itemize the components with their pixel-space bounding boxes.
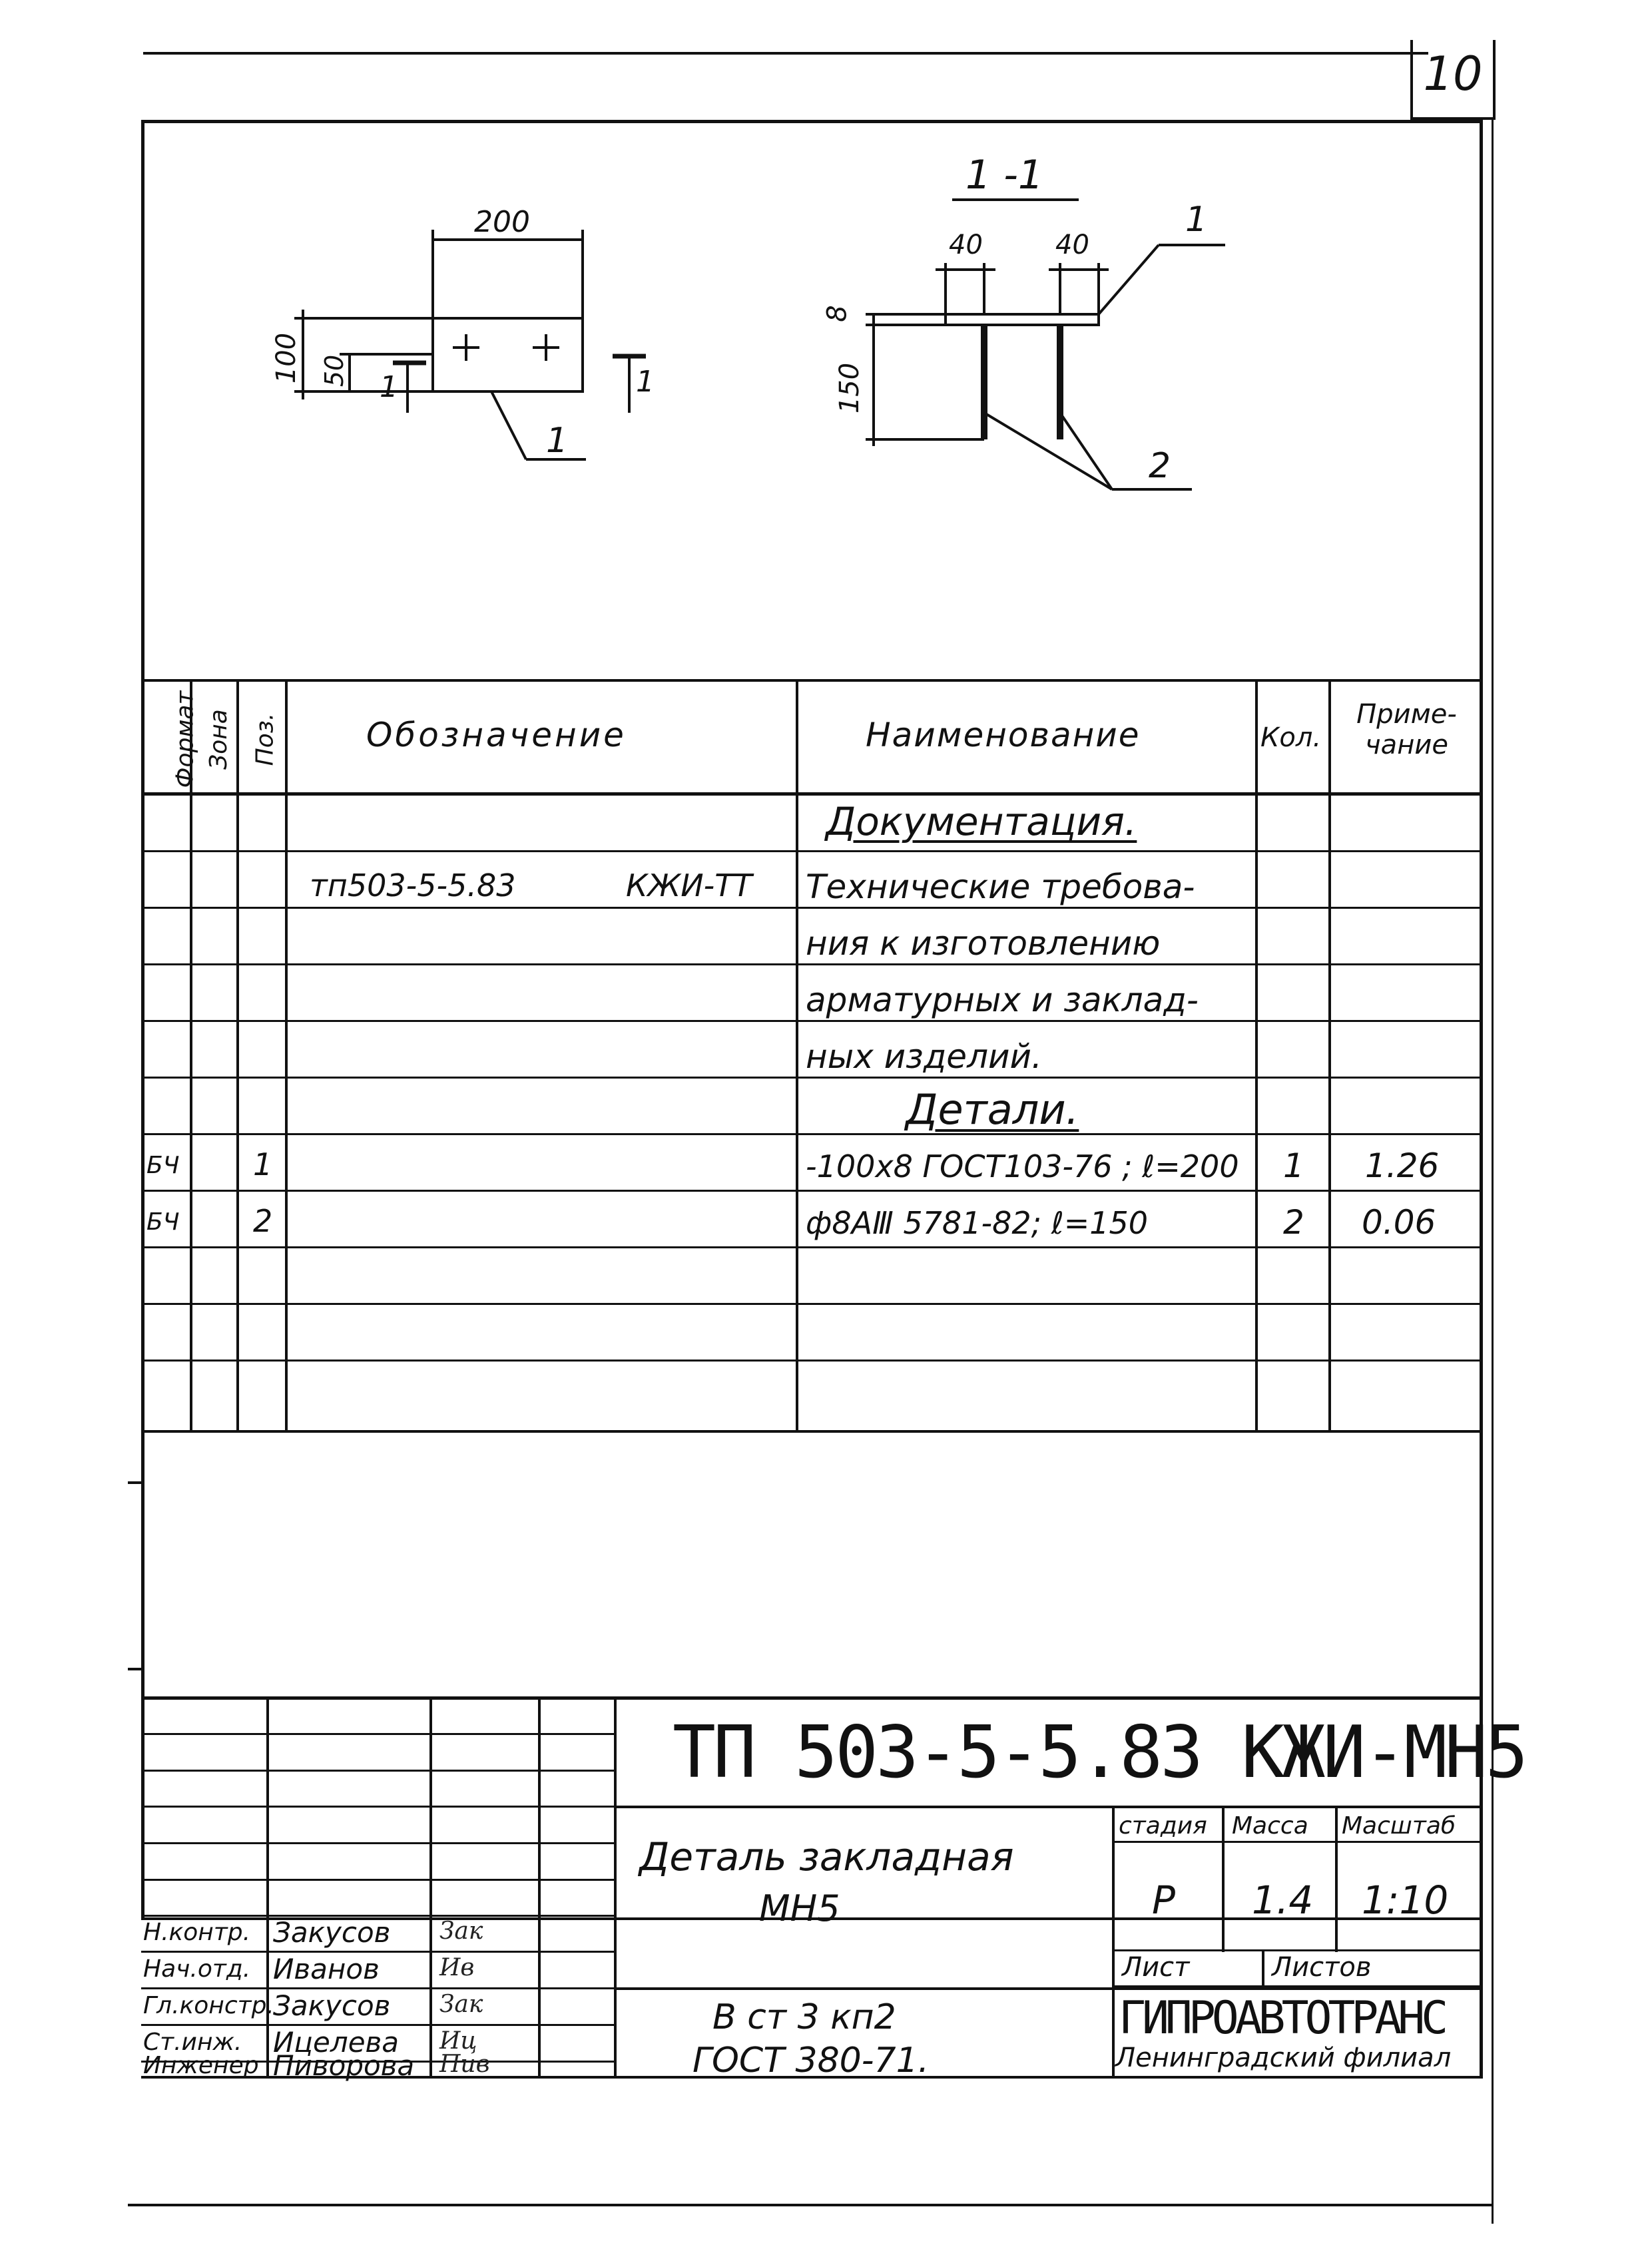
section-leader-2b <box>1060 413 1112 489</box>
margin-tick <box>128 1668 144 1670</box>
mass-label: Масса <box>1232 1812 1308 1840</box>
header-name: Наименование <box>866 716 1141 754</box>
row-note: 1.26 <box>1365 1146 1440 1185</box>
row-name: -100х8 ГОСТ103-76 ; ℓ=200 <box>806 1148 1239 1184</box>
branch-name: Ленинградский филиал <box>1115 2043 1452 2073</box>
dim-8-label: 8 <box>822 305 853 322</box>
person-name: Закусов <box>273 1989 391 2022</box>
cut-mark-right-label: 1 <box>636 365 655 399</box>
row-note: 0.06 <box>1362 1203 1436 1242</box>
row-qty: 2 <box>1283 1203 1304 1242</box>
header-pos: Поз. <box>251 712 279 766</box>
row-name: ных изделий. <box>806 1037 1042 1076</box>
document-code: ТП 503-5-5.83 КЖИ-МН5 <box>673 1711 1526 1794</box>
section-leader-2a <box>984 413 1112 489</box>
header-qty: Кол. <box>1260 722 1322 753</box>
signature: Пив <box>439 2051 490 2078</box>
signature: Ив <box>439 1954 475 1981</box>
row-name: Документация. <box>826 799 1137 844</box>
header-zone: Зона <box>204 709 232 770</box>
row-name: ф8АⅢ 5781-82; ℓ=150 <box>806 1205 1149 1241</box>
plan-plate <box>433 318 583 391</box>
section-leader-1-label: 1 <box>1185 200 1208 240</box>
sheet-label: Лист <box>1122 1952 1190 1983</box>
organization-name: ГИПРОАВТОТРАНС <box>1119 1992 1445 2045</box>
row-name: арматурных и заклад- <box>806 981 1199 1019</box>
sheets-label: Листов <box>1272 1952 1372 1983</box>
dim-40-right-label: 40 <box>1055 230 1089 260</box>
row-format: БЧ <box>146 1152 180 1179</box>
stage-label: стадия <box>1119 1812 1207 1840</box>
person-name: Пиворова <box>273 2049 415 2082</box>
header-note: Приме- чание <box>1356 699 1457 760</box>
section-leader-2-label: 2 <box>1149 446 1171 486</box>
spec-table-top <box>141 679 1483 682</box>
sheet-number: 10 <box>1423 47 1483 101</box>
signature: Зак <box>439 1917 483 1945</box>
person-name: Ицелева <box>273 2026 400 2059</box>
row-name: ния к изготовлению <box>806 924 1161 963</box>
dim-150-label: 150 <box>834 362 866 414</box>
dim-200-label: 200 <box>474 205 530 239</box>
role-label: Н.контр. <box>143 1919 251 1946</box>
margin-tick <box>128 1481 144 1484</box>
item-title-line2: МН5 <box>759 1887 840 1929</box>
dim-50-label: 50 <box>320 354 350 387</box>
plan-leader <box>491 391 526 459</box>
row-name: Технические требова- <box>806 868 1195 906</box>
spec-table-bottom <box>141 1430 1483 1433</box>
section-plate <box>946 314 1099 325</box>
header-format: Формат <box>171 690 199 788</box>
signature: Зак <box>439 1991 483 2018</box>
header-designation: Обозначение <box>366 716 627 754</box>
row-pos: 1 <box>253 1146 273 1182</box>
row-name: Детали. <box>906 1085 1079 1134</box>
row-designation-b: КЖИ-ТТ <box>626 868 752 903</box>
material-line2: ГОСТ 380-71. <box>692 2041 930 2081</box>
dim-100-label: 100 <box>271 332 302 384</box>
role-label: Гл.констр. <box>143 1992 274 2019</box>
role-label: Инженер <box>143 2052 259 2079</box>
row-pos: 2 <box>253 1203 273 1239</box>
dim-40-left-label: 40 <box>949 230 983 260</box>
row-format: БЧ <box>146 1208 180 1236</box>
signature: Иц <box>439 2027 477 2055</box>
frame-bottom <box>128 2204 1493 2206</box>
person-name: Закусов <box>273 1916 391 1949</box>
embedded-detail-drawing <box>0 0 1652 666</box>
row-qty: 1 <box>1283 1146 1304 1185</box>
role-label: Ст.инж. <box>143 2029 242 2056</box>
person-name: Иванов <box>273 1953 380 1985</box>
scale-label: Масштаб <box>1342 1812 1456 1840</box>
scale-value: 1:10 <box>1362 1877 1449 1923</box>
row-designation: тп503-5-5.83 <box>310 868 516 903</box>
stage-value: Р <box>1152 1877 1175 1923</box>
role-label: Нач.отд. <box>143 1955 251 1983</box>
section-leader-1 <box>1099 245 1159 314</box>
cut-mark-left-label: 1 <box>380 370 398 404</box>
material-line1: В ст 3 кп2 <box>712 1997 896 2037</box>
spec-table-header-bottom <box>141 792 1483 796</box>
item-title-line1: Деталь закладная <box>639 1834 1014 1879</box>
section-label: 1 -1 <box>965 152 1044 198</box>
plan-leader-label: 1 <box>546 421 569 461</box>
mass-value: 1.4 <box>1252 1877 1314 1923</box>
